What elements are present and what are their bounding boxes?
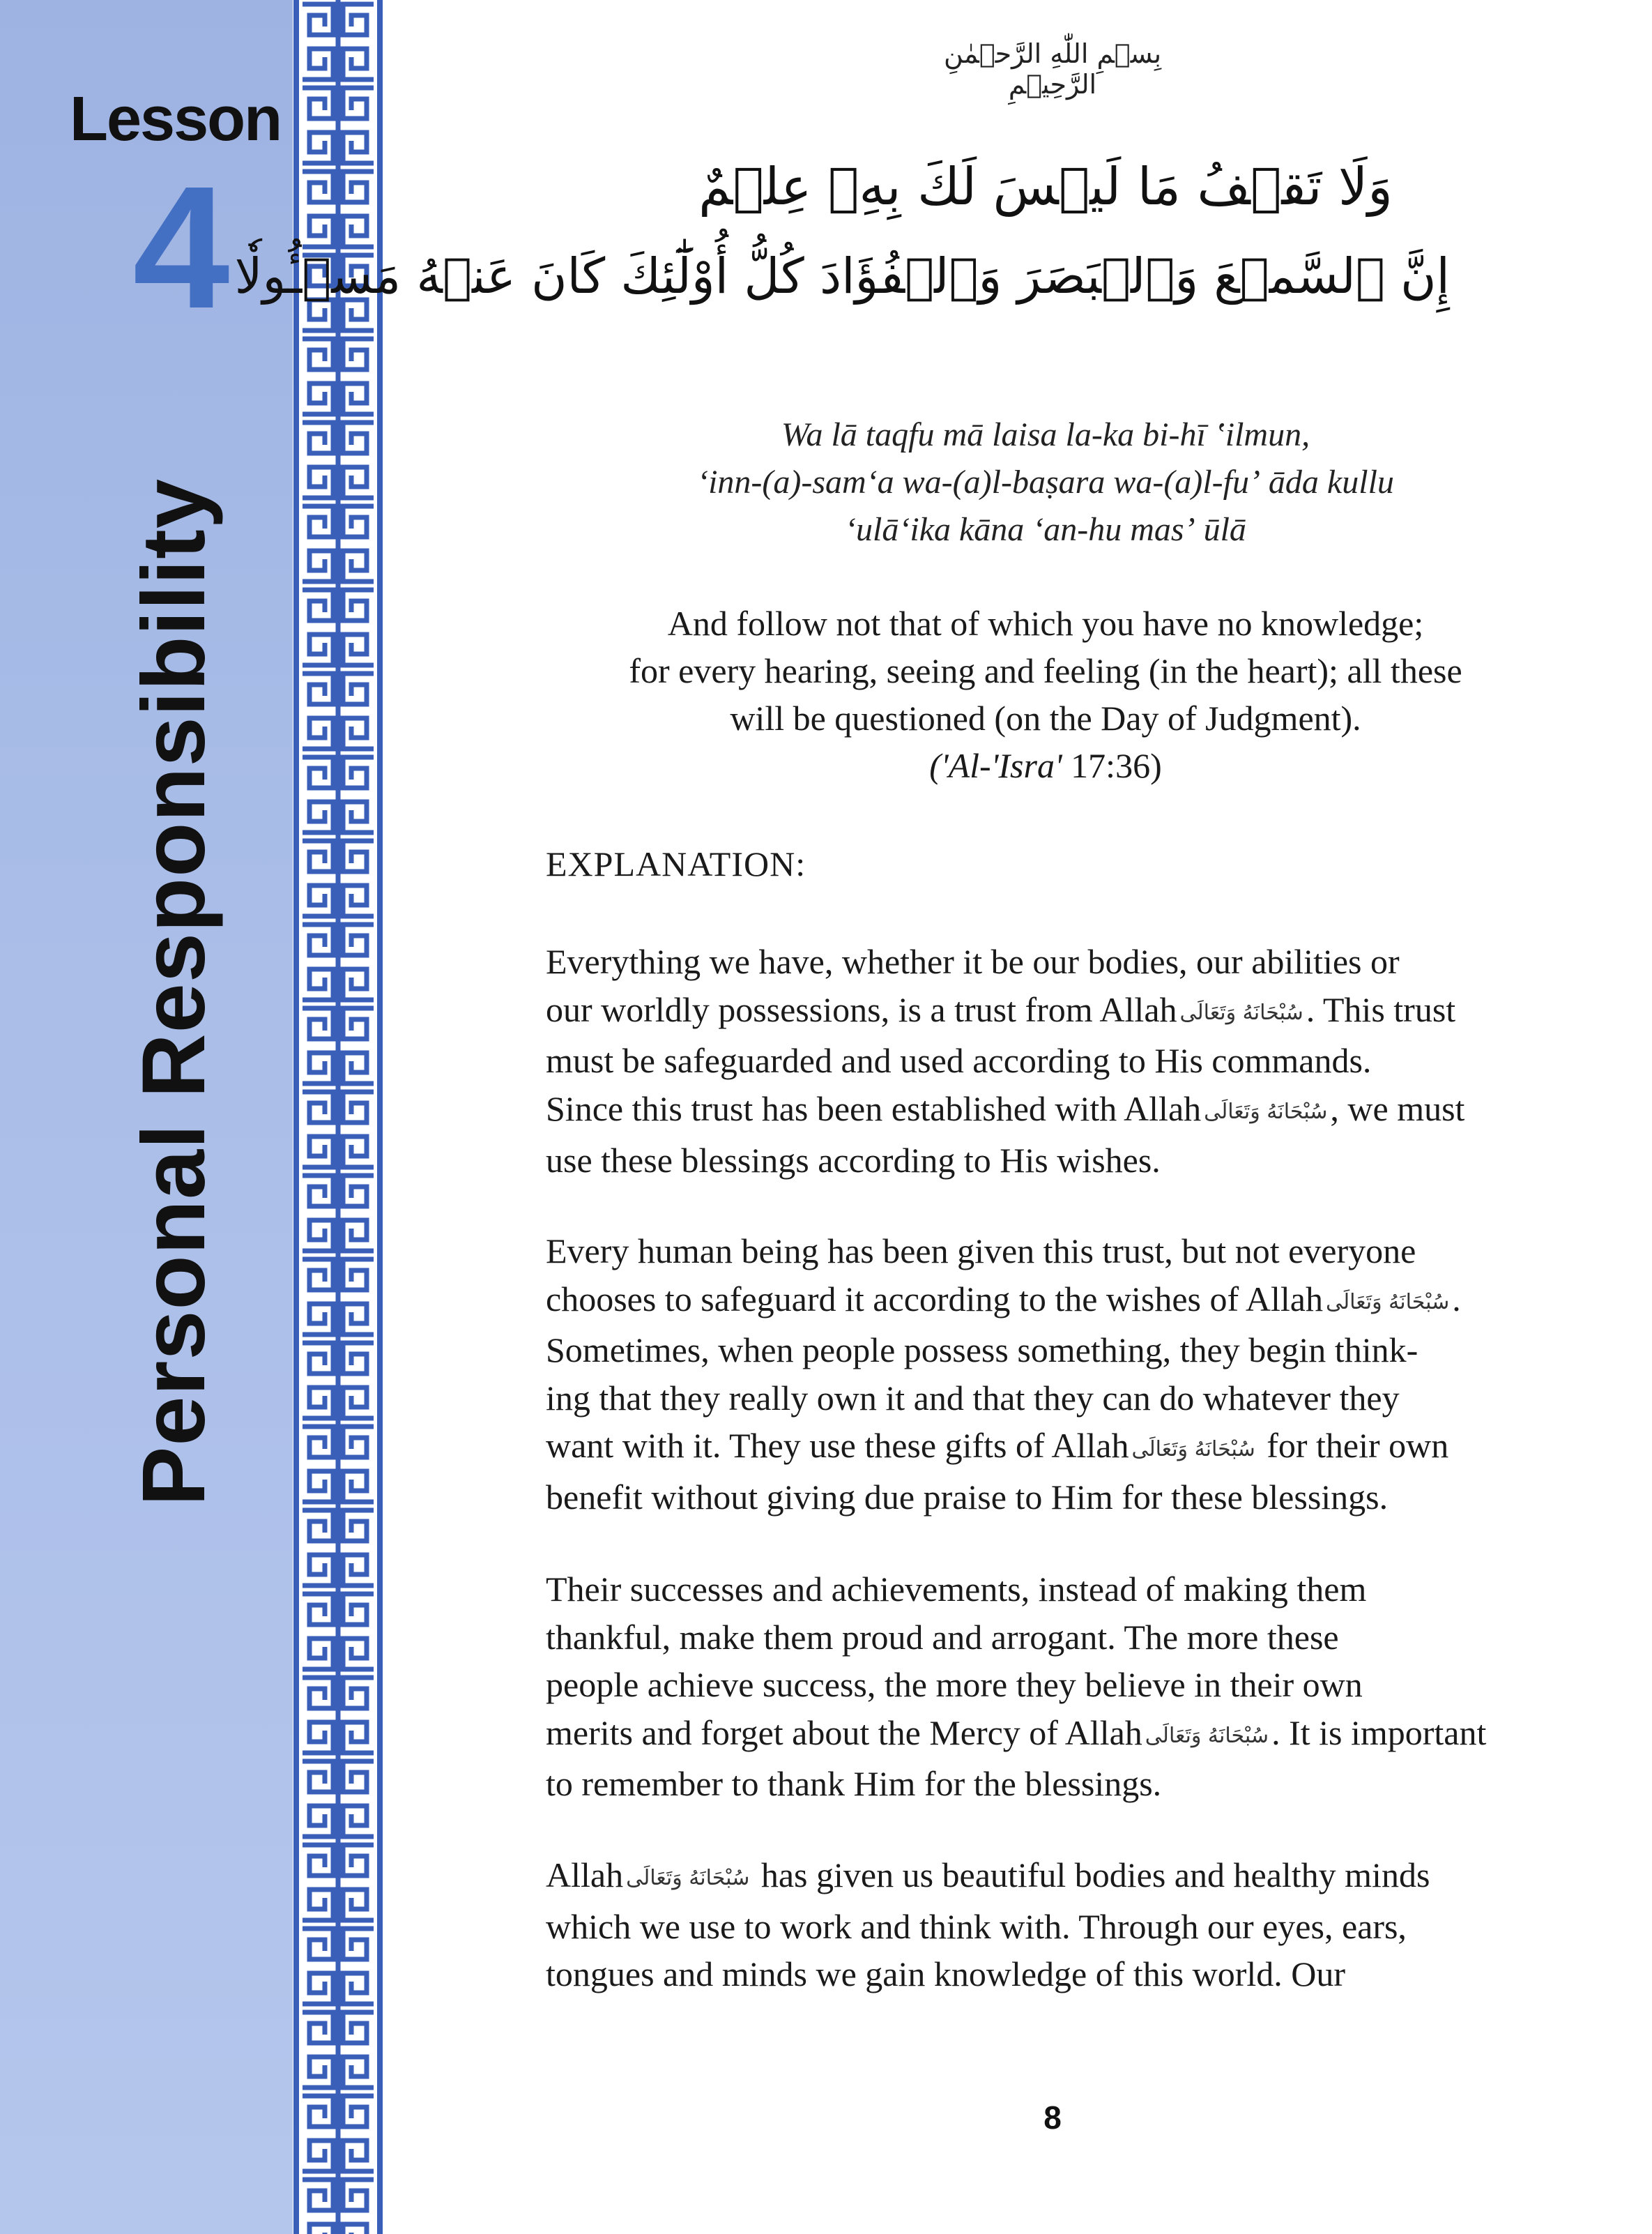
verse-arabic-line-2: إِنَّ ٱلسَّمۡعَ وَٱلۡبَصَرَ وَٱلۡفُؤَادَ كُلُّ أُوْلَٰٓئِكَ كَانَ عَنۡهُ مَسۡـُٔولٗا: [234, 248, 1450, 305]
line-text: benefit without giving due praise to Him for these blessings.: [546, 1477, 1389, 1517]
line-text: . This trust: [1306, 989, 1456, 1029]
transliteration-line: ʻinn-(a)-samʻa wa-(a)l-baṣara wa-(a)l-fuʼ āda kullu: [697, 464, 1394, 501]
paragraph-line: [546, 1374, 1563, 1422]
honorific-glyph: سُبْحَانَهُ وَتَعَالَى: [1326, 1289, 1450, 1314]
lesson-title-container: [118, 390, 230, 1506]
paragraph-line: [546, 1950, 1563, 1998]
explanation-heading: EXPLANATION:: [546, 844, 806, 883]
line-text: want with it. They use these gifts of Allah: [546, 1426, 1129, 1466]
line-text: use these blessings according to His wishes.: [546, 1140, 1161, 1180]
lesson-sidebar: [0, 0, 293, 2234]
bismillah-header: بِسۡمِ اللّٰهِ الرَّحۡمٰنِ الرَّحِيۡمِ: [943, 38, 1162, 100]
translation-line: will be questioned (on the Day of Judgment).: [730, 699, 1361, 738]
line-text: Sometimes, when people possess something, they begin think-: [546, 1330, 1418, 1370]
line-text: Since this trust has been established with Allah: [546, 1088, 1202, 1128]
line-text: Everything we have, whether it be our bodies, our abilities or: [546, 942, 1400, 981]
line-text: our worldly possessions, is a trust from Allah: [546, 989, 1177, 1029]
greek-key-border: [293, 0, 383, 2234]
paragraph-line: [546, 1085, 1563, 1137]
line-text: Allah: [546, 1855, 624, 1894]
lesson-label: Lesson: [70, 84, 282, 154]
paragraph-line: [546, 1613, 1563, 1662]
transliteration-line: Wa lā taqfu mā laisa la-ka bi-hī ʽilmun,: [781, 416, 1310, 453]
paragraph-line: [546, 1037, 1563, 1085]
translation-line: for every hearing, seeing and feeling (in the heart); all these: [629, 651, 1462, 690]
line-text: has given us beautiful bodies and healthy minds: [752, 1855, 1430, 1894]
paragraph-line: [546, 1903, 1563, 1951]
line-text: to remember to thank Him for the blessings.: [546, 1764, 1162, 1804]
transliteration-line: ʻulāʻika kāna ʻan-hu masʼ ūlā: [845, 511, 1246, 548]
line-text: Their successes and achievements, instead of making them: [546, 1570, 1367, 1609]
paragraph-line: [546, 1661, 1563, 1709]
paragraph-line: [546, 1851, 1563, 1903]
paragraph-line: [546, 986, 1563, 1038]
line-text: people achieve success, the more they believe in their own: [546, 1665, 1363, 1704]
line-text: , we must: [1330, 1088, 1465, 1128]
explanation-paragraph: [546, 1565, 1563, 1808]
line-text: thankful, make them proud and arrogant. The more these: [546, 1617, 1339, 1657]
verse-transliteration: [544, 411, 1547, 554]
page-number: 8: [1043, 2099, 1062, 2136]
verse-translation: [544, 600, 1547, 789]
honorific-glyph: سُبْحَانَهُ وَتَعَالَى: [1131, 1436, 1255, 1461]
line-text: which we use to work and think with. Through our eyes, ears,: [546, 1906, 1407, 1946]
honorific-glyph: سُبْحَانَهُ وَتَعَالَى: [1179, 1000, 1303, 1025]
explanation-paragraph: [546, 1851, 1563, 1998]
line-text: . It is important: [1271, 1712, 1487, 1752]
citation-source: ('Al-'Isra': [929, 746, 1062, 785]
line-text: tongues and minds we gain knowledge of this world. Our: [546, 1954, 1346, 1994]
lesson-title: Personal Responsibility: [124, 478, 224, 1506]
citation-reference: 17:36): [1071, 746, 1162, 785]
paragraph-line: [546, 1709, 1563, 1761]
verse-citation: [544, 742, 1547, 789]
explanation-paragraph: [546, 938, 1563, 1184]
explanation-paragraph: [546, 1227, 1563, 1521]
honorific-glyph: سُبْحَانَهُ وَتَعَالَى: [1204, 1100, 1328, 1125]
honorific-glyph: سُبْحَانَهُ وَتَعَالَى: [626, 1866, 750, 1891]
paragraph-line: [546, 938, 1563, 986]
line-text: .: [1452, 1279, 1461, 1319]
paragraph-line: [546, 1137, 1563, 1185]
verse-arabic-line-1: وَلَا تَقۡفُ مَا لَيۡسَ لَكَ بِهِۦ عِلۡمٌ: [698, 157, 1393, 217]
paragraph-line: [546, 1227, 1563, 1275]
paragraph-line: [546, 1760, 1563, 1808]
line-text: for their own: [1257, 1426, 1449, 1466]
paragraph-line: [546, 1275, 1563, 1327]
translation-line: And follow not that of which you have no knowledge;: [667, 604, 1424, 643]
line-text: Every human being has been given this trust, but not everyone: [546, 1231, 1416, 1270]
line-text: ing that they really own it and that they can do whatever they: [546, 1378, 1400, 1418]
line-text: must be safeguarded and used according to His commands.: [546, 1041, 1372, 1081]
honorific-glyph: سُبْحَانَهُ وَتَعَالَى: [1145, 1723, 1269, 1748]
paragraph-line: [546, 1473, 1563, 1521]
lesson-number: 4: [132, 150, 230, 344]
paragraph-line: [546, 1326, 1563, 1374]
paragraph-line: [546, 1422, 1563, 1473]
paragraph-line: [546, 1565, 1563, 1613]
line-text: chooses to safeguard it according to the wishes of Allah: [546, 1279, 1323, 1319]
line-text: merits and forget about the Mercy of Allah: [546, 1712, 1142, 1752]
